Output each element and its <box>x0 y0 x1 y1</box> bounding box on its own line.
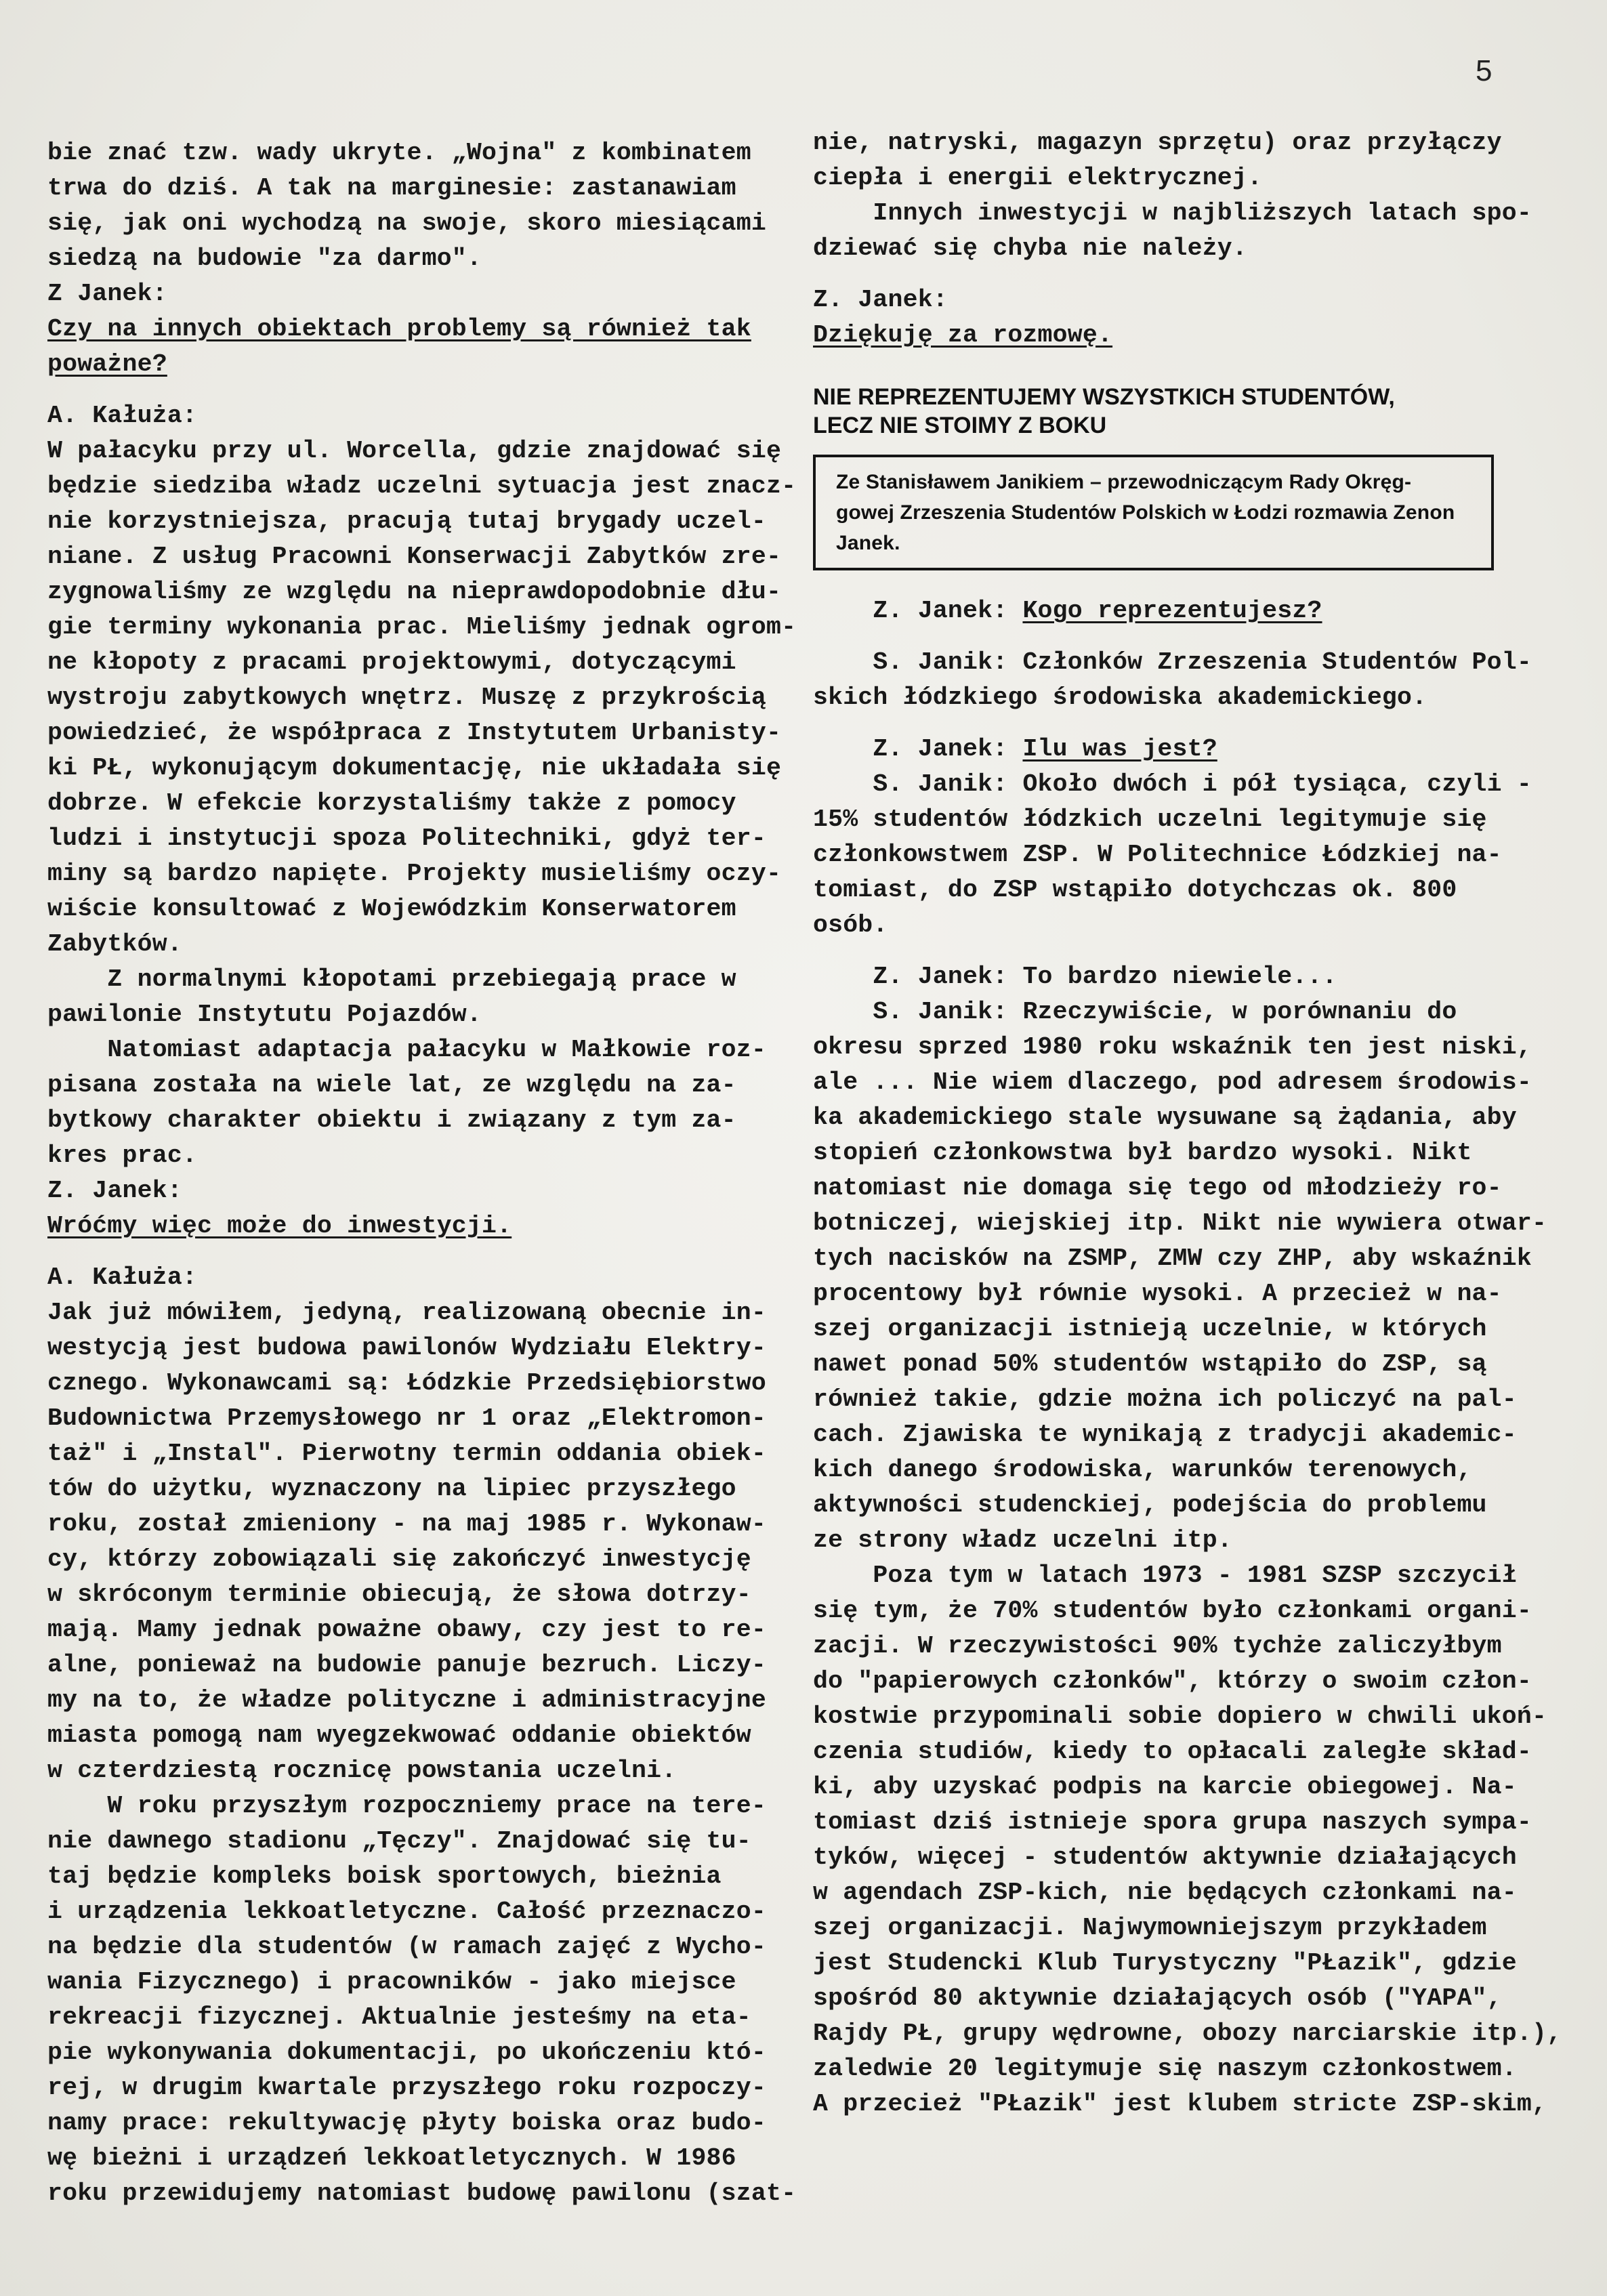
text-line-content: miasta pomogą nam wyegzekwować oddanie obiektów <box>47 1721 751 1749</box>
text-line <box>47 1789 766 1824</box>
text-line-content: natomiast nie domaga się tego od młodzieży ro- <box>813 1174 1502 1202</box>
text-line <box>813 1629 1504 1664</box>
text-line-content: w czterdziestą rocznicę powstania uczelni. <box>47 1757 677 1784</box>
text-line-content: Z. Janek: To bardzo niewiele... <box>813 963 1337 990</box>
text-line <box>813 2051 1517 2087</box>
text-line <box>813 1488 1504 1523</box>
text-line <box>813 1382 1517 1417</box>
text-line-content: szej organizacji. Najwymowniejszym przykładem <box>813 1914 1487 1942</box>
text-line <box>47 575 782 610</box>
text-line <box>47 1648 766 1683</box>
lead-line: Janek. <box>836 532 900 554</box>
text-line <box>47 1209 732 1244</box>
paragraph-gap <box>47 1244 732 1260</box>
text-line-content: cach. Zjawiska te wynikają z tradycji akademic- <box>813 1421 1517 1448</box>
text-line-content: Wróćmy więc może do inwestycji. <box>47 1212 512 1240</box>
text-line <box>813 1664 1532 1699</box>
text-line <box>47 1577 751 1612</box>
text-line-content: tych nacisków na ZSMP, ZMW czy ZHP, aby wskaźnik <box>813 1245 1532 1272</box>
text-line <box>47 206 766 241</box>
text-line <box>47 1260 732 1295</box>
text-line-content: będzie siedziba władz uczelni sytuacja jest znacz- <box>47 472 797 500</box>
text-line <box>47 610 797 645</box>
text-line <box>813 1593 1532 1629</box>
text-line <box>813 125 1504 161</box>
text-line <box>47 504 766 539</box>
text-line <box>813 767 1532 802</box>
text-line <box>813 1946 1517 1981</box>
text-line-content: 15% studentów łódzkich uczelni legitymuje się <box>813 806 1487 833</box>
text-line <box>47 1103 736 1138</box>
text-line-content: nie, natryski, magazyn sprzętu) oraz przyłączy <box>813 129 1502 156</box>
right-column-interview-end <box>813 125 1532 353</box>
text-line-content: Jak już mówiłem, jedyną, realizowaną obecnie in- <box>47 1299 766 1327</box>
text-line-content: trwa do dziś. A tak na marginesie: zastanawiam <box>47 174 736 202</box>
text-line-content: miny są bardzo napięte. Projekty musieliśmy oczy- <box>47 860 782 888</box>
text-line-content: ki PŁ, wykonującym dokumentację, nie układała się <box>47 754 782 782</box>
text-line-content: zygnowaliśmy ze względu na nieprawdopodobnie dłu- <box>47 578 782 606</box>
text-line <box>47 1138 732 1173</box>
text-line-content: jest Studencki Klub Turystyczny "PŁazik", gdzie <box>813 1949 1517 1977</box>
right-column <box>813 125 1562 2122</box>
text-line <box>47 1507 766 1542</box>
text-line-content: my na to, że władze polityczne i administracyjne <box>47 1686 766 1714</box>
text-line <box>813 959 1504 995</box>
left-column <box>47 135 797 2211</box>
text-line-content: i urządzenia lekkoatletyczne. Całość przeznaczo- <box>47 1898 766 1925</box>
text-line <box>47 135 751 171</box>
text-line <box>813 1911 1504 1946</box>
text-line-content: kostwie przypominali sobie dopiero w chwili ukoń- <box>813 1703 1547 1730</box>
text-line <box>813 1171 1504 1206</box>
text-line <box>813 1312 1504 1347</box>
text-line-content: się, jak oni wychodzą na swoje, skoro miesiącami <box>47 209 766 237</box>
text-line-content: Dziękuję za rozmowę. <box>813 321 1113 349</box>
text-line <box>47 1965 736 2000</box>
text-line-content: w skróconym terminie obiecują, że słowa dotrzy- <box>47 1581 751 1608</box>
text-line <box>47 680 766 715</box>
text-line-content: rekreacji fizycznej. Aktualnie jesteśmy na eta- <box>47 2003 751 2031</box>
text-line-content: dziewać się chyba nie należy. <box>813 234 1248 262</box>
text-line <box>47 434 782 469</box>
text-line <box>47 821 766 856</box>
text-line <box>813 1699 1547 1734</box>
text-line <box>47 1894 766 1929</box>
text-line <box>47 2035 766 2070</box>
text-line <box>813 1734 1532 1770</box>
text-line <box>47 1859 732 1894</box>
text-line <box>47 1436 766 1471</box>
text-line <box>813 837 1504 873</box>
text-line <box>47 1366 766 1401</box>
text-line-content: wania Fizycznego) i pracowników - jako miejsce <box>47 1968 736 1996</box>
paragraph-gap <box>813 715 1504 732</box>
text-line <box>813 1805 1532 1840</box>
text-line <box>47 539 782 575</box>
text-line-content: westycją jest budowa pawilonów Wydziału Elektry- <box>47 1334 766 1362</box>
text-line <box>47 1683 766 1718</box>
text-line <box>47 171 736 206</box>
text-line <box>813 1523 1504 1558</box>
paragraph-gap <box>813 943 1504 959</box>
text-line <box>813 161 1504 196</box>
text-line-content: A przecież "PŁazik" jest klubem stricte ZSP-skim, <box>813 2090 1547 2118</box>
text-line-content: Z. Janek: <box>813 735 1023 763</box>
text-line <box>813 2016 1562 2051</box>
text-line-content: pie wykonywania dokumentacji, po ukończeniu któ- <box>47 2039 766 2066</box>
text-line <box>813 283 1504 318</box>
text-line-content: tomiast dziś istnieje spora grupa naszych sympa- <box>813 1808 1532 1836</box>
text-line-content: S. Janik: Członków Zrzeszenia Studentów Pol- <box>813 648 1532 676</box>
text-line-content: kres prac. <box>47 1142 198 1169</box>
text-line-content: Zabytków. <box>47 930 182 958</box>
right-column-interview <box>813 593 1562 2122</box>
text-line-content: spośród 80 aktywnie działających osób ("YAPA", <box>813 1984 1502 2012</box>
text-line-content: ludzi i instytucji spoza Politechniki, gdyż ter- <box>47 825 766 852</box>
text-line <box>813 1875 1517 1911</box>
text-line <box>813 231 1504 266</box>
text-line <box>47 2000 751 2035</box>
text-line-content: stopień członkowstwa był bardzo wysoki. Nikt <box>813 1139 1472 1167</box>
text-line-content: cznego. Wykonawcami są: Łódzkie Przedsiębiorstwo <box>47 1369 766 1397</box>
text-line-content: Budownictwa Przemysłowego nr 1 oraz „Elektromon- <box>47 1404 766 1432</box>
text-line-content: niane. Z usług Pracowni Konserwacji Zabytków zre- <box>47 543 782 570</box>
text-line-content: na będzie dla studentów (w ramach zajęć z Wycho- <box>47 1933 766 1961</box>
text-line <box>47 2070 766 2106</box>
text-line-content: szej organizacji istnieją uczelnie, w których <box>813 1315 1487 1343</box>
text-line <box>47 997 732 1032</box>
text-line <box>47 892 736 927</box>
text-line-content: nie korzystniejsza, pracują tutaj brygady uczel- <box>47 507 766 535</box>
text-line <box>813 1065 1532 1100</box>
text-line <box>47 347 732 382</box>
text-line-content: ze strony władz uczelni itp. <box>813 1526 1232 1554</box>
text-line <box>813 1770 1517 1805</box>
text-line <box>47 1173 732 1209</box>
article-heading <box>813 383 1504 440</box>
text-line <box>47 1824 751 1859</box>
text-line-content: ciepła i energii elektrycznej. <box>813 164 1263 192</box>
text-line-content: botniczej, wiejskiej itp. Nikt nie wywiera otwar- <box>813 1209 1547 1237</box>
text-line-content: cy, którzy zobowiązali się zakończyć inwestycję <box>47 1545 751 1573</box>
paragraph-gap <box>813 266 1504 283</box>
article-heading-line: LECZ NIE STOIMY Z BOKU <box>813 413 1107 438</box>
text-line-content: poważne? <box>47 350 167 378</box>
text-line <box>47 1929 766 1965</box>
text-line <box>47 469 797 504</box>
text-line-content: zacji. W rzeczywistości 90% tychże zaliczyłbym <box>813 1632 1502 1660</box>
text-line-content: Z. Janek: <box>47 1177 182 1205</box>
text-line-content: zaledwie 20 legitymuje się naszym członkostwem. <box>813 2055 1517 2083</box>
text-line <box>47 398 732 434</box>
text-line-content: członkowstwem ZSP. W Politechnice Łódzkiej na- <box>813 841 1502 869</box>
text-line <box>47 312 751 347</box>
text-line-content: nawet ponad 50% studentów wstąpiło do ZSP, są <box>813 1350 1487 1378</box>
text-line <box>47 1068 736 1103</box>
text-line-content: wę bieżni i urządzeń lekkoatletycznych. W 1986 <box>47 2144 736 2172</box>
text-line-content: aktywności studenckiej, podejścia do problemu <box>813 1491 1487 1519</box>
text-line <box>813 680 1504 715</box>
text-line <box>813 1100 1517 1135</box>
text-line-content: S. Janik: Około dwóch i pół tysiąca, czyli - <box>813 770 1532 798</box>
text-line-content: dobrze. W efekcie korzystaliśmy także z pomocy <box>47 789 736 817</box>
text-line <box>47 1718 751 1753</box>
text-line <box>47 927 732 962</box>
text-line-content: Czy na innych obiektach problemy są również tak <box>47 315 751 343</box>
text-line-content: Z. Janek: <box>813 286 948 314</box>
text-line <box>47 1331 766 1366</box>
text-line-content: wiście konsultować z Wojewódzkim Konserwatorem <box>47 895 736 923</box>
text-line-content: do "papierowych członków", którzy o swoim człon- <box>813 1667 1532 1695</box>
text-line <box>813 908 1504 943</box>
text-line-content: Z. Janek: <box>813 597 1023 625</box>
text-line-content: ka akademickiego stale wysuwane są żądania, aby <box>813 1104 1517 1131</box>
text-line <box>813 1030 1532 1065</box>
text-line-content: Innych inwestycji w najbliższych latach spo- <box>813 199 1532 227</box>
text-line-content: Natomiast adaptacja pałacyku w Małkowie roz- <box>47 1036 766 1064</box>
text-line-content: roku przewidujemy natomiast budowę pawilonu (szat- <box>47 2179 797 2207</box>
text-line <box>813 995 1504 1030</box>
text-line-content: tomiast, do ZSP wstąpiło dotychczas ok. 800 <box>813 876 1457 904</box>
text-line <box>813 1981 1504 2016</box>
lead-line: Ze Stanisławem Janikiem – przewodniczącym Rady Okręg- <box>836 471 1412 493</box>
text-line-content: gie terminy wykonania prac. Mieliśmy jednak ogrom- <box>47 613 797 641</box>
text-line-content: czenia studiów, kiedy to opłacali zaległe skład- <box>813 1738 1532 1766</box>
text-line-content: w agendach ZSP-kich, nie będących członkami na- <box>813 1879 1517 1906</box>
text-line-content: bie znać tzw. wady ukryte. „Wojna" z kombinatem <box>47 139 751 167</box>
question-text: Ilu was jest? <box>1022 735 1217 763</box>
text-line-content: namy prace: rekultywację płyty boiska oraz budo- <box>47 2109 766 2137</box>
text-line <box>47 856 782 892</box>
text-line-content: roku, został zmieniony - na maj 1985 r. Wykonaw- <box>47 1510 766 1538</box>
text-line <box>47 1295 766 1331</box>
text-line <box>813 1840 1517 1875</box>
text-line <box>813 645 1532 680</box>
text-line <box>47 2106 766 2141</box>
article-lead-box <box>813 455 1494 570</box>
text-line-content: osób. <box>813 911 888 939</box>
text-line <box>813 873 1504 908</box>
text-line-content: mają. Mamy jednak poważne obawy, czy jest to re- <box>47 1616 766 1644</box>
text-line-content: procentowy był równie wysoki. A przecież w na- <box>813 1280 1502 1308</box>
text-line <box>47 1471 736 1507</box>
text-line <box>47 241 732 276</box>
text-line <box>47 1542 751 1577</box>
text-line-content: W pałacyku przy ul. Worcella, gdzie znajdować się <box>47 437 782 465</box>
text-line <box>47 2176 797 2211</box>
text-line-content: tyków, więcej - studentów aktywnie działających <box>813 1843 1517 1871</box>
text-line-content: pisana została na wiele lat, ze względu na za- <box>47 1071 736 1099</box>
text-line-content: nie dawnego stadionu „Tęczy". Znajdować się tu- <box>47 1827 751 1855</box>
text-line <box>47 786 736 821</box>
text-line-content: również takie, gdzie można ich policzyć na pal- <box>813 1385 1517 1413</box>
lead-line: gowej Zrzeszenia Studentów Polskich w Łodzi rozmawia Zenon <box>836 501 1455 524</box>
text-line-content: Rajdy PŁ, grupy wędrowne, obozy narciarskie itp.), <box>813 2020 1562 2047</box>
text-line-content: rej, w drugim kwartale przyszłego roku rozpoczy- <box>47 2074 766 2102</box>
text-line <box>47 1753 732 1789</box>
text-line <box>813 1558 1517 1593</box>
text-line-content: wystroju zabytkowych wnętrz. Muszę z przykrością <box>47 684 766 711</box>
text-line-content: taj będzie kompleks boisk sportowych, bieżnia <box>47 1862 722 1890</box>
text-line <box>47 1612 766 1648</box>
text-line-content: alne, ponieważ na budowie panuje bezruch. Liczy- <box>47 1651 766 1679</box>
text-line <box>813 1453 1504 1488</box>
text-line <box>813 802 1504 837</box>
text-line <box>47 276 732 312</box>
text-line-content: ale ... Nie wiem dlaczego, pod adresem środowis- <box>813 1068 1532 1096</box>
text-line <box>813 1206 1547 1241</box>
text-line <box>813 1417 1517 1453</box>
text-line <box>47 715 782 751</box>
text-line <box>47 1401 766 1436</box>
text-line-content: W roku przyszłym rozpoczniemy prace na tere- <box>47 1792 766 1820</box>
text-line-content: Poza tym w latach 1973 - 1981 SZSP szczycił <box>813 1562 1517 1589</box>
text-line-content: siedzą na budowie "za darmo". <box>47 245 482 272</box>
text-line-content: taż" i „Instal". Pierwotny termin oddania obiek- <box>47 1440 766 1467</box>
text-line-content: A. Kałuża: <box>47 402 198 430</box>
text-line <box>813 196 1532 231</box>
text-line-content: okresu sprzed 1980 roku wskaźnik ten jest niski, <box>813 1033 1532 1061</box>
text-line-content: powiedzieć, że współpraca z Instytutem Urbanisty- <box>47 719 782 747</box>
paragraph-gap <box>47 382 732 398</box>
text-line-content: A. Kałuża: <box>47 1264 198 1291</box>
text-line-content: Z Janek: <box>47 280 167 308</box>
page-number: 5 <box>1476 54 1493 87</box>
text-line <box>813 2087 1547 2122</box>
text-line <box>47 962 736 997</box>
paragraph-gap <box>813 629 1504 645</box>
text-line-content: się tym, że 70% studentów było członkami organi- <box>813 1597 1532 1625</box>
question-text: Kogo reprezentujesz? <box>1022 597 1322 625</box>
text-line-content: tów do użytku, wyznaczony na lipiec przyszłego <box>47 1475 736 1503</box>
text-line <box>813 1135 1504 1171</box>
text-line <box>813 1241 1532 1276</box>
text-line <box>47 2141 736 2176</box>
text-line <box>813 593 1504 629</box>
text-line <box>813 1347 1504 1382</box>
text-line-content: ki, aby uzyskać podpis na karcie obiegowej. Na- <box>813 1773 1517 1801</box>
text-line-content: kich danego środowiska, warunków terenowych, <box>813 1456 1472 1484</box>
article-heading-line: NIE REPREZENTUJEMY WSZYSTKICH STUDENTÓW, <box>813 384 1395 410</box>
text-line-content: Z normalnymi kłopotami przebiegają prace w <box>47 965 736 993</box>
text-line <box>47 751 782 786</box>
text-line-content: pawilonie Instytutu Pojazdów. <box>47 1001 482 1028</box>
text-line <box>47 645 736 680</box>
text-line <box>47 1032 766 1068</box>
text-line <box>813 318 1504 353</box>
text-line-content: skich łódzkiego środowiska akademickiego. <box>813 684 1427 711</box>
text-line-content: bytkowy charakter obiektu i związany z tym za- <box>47 1106 736 1134</box>
text-line <box>813 732 1504 767</box>
text-line <box>813 1276 1504 1312</box>
text-line-content: ne kłopoty z pracami projektowymi, dotyczącymi <box>47 648 736 676</box>
text-line-content: S. Janik: Rzeczywiście, w porównaniu do <box>813 998 1457 1026</box>
